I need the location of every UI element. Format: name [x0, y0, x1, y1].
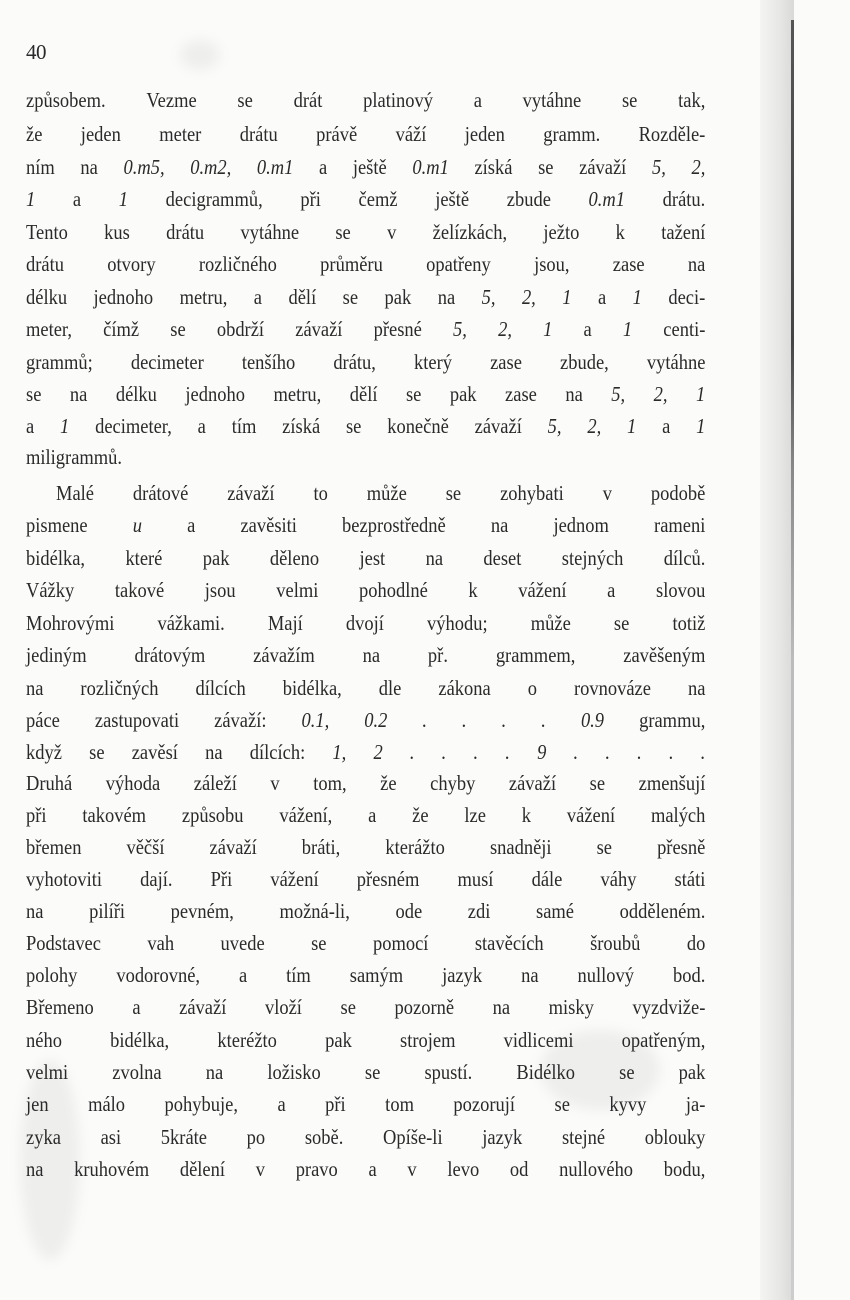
page-gutter-shadow: [760, 0, 794, 1300]
text-line: způsobem. Vezme se drát platinový a vytáhne se tak,: [26, 88, 706, 112]
text-line: a 1 decimeter, a tím získá se konečně závaží 5, 2, 1 a 1: [26, 414, 706, 438]
text-line: jen málo pohybuje, a při tom pozorují se kyvy ja-: [26, 1092, 706, 1116]
text-line: Podstavec vah uvede se pomocí stavěcích šroubů do: [26, 931, 706, 955]
text-line: miligrammů.: [26, 445, 123, 469]
text-line: grammů; decimeter tenšího drátu, který zase zbude, vytáhne: [26, 350, 706, 374]
text-line: polohy vodorovné, a tím samým jazyk na nullový bod.: [26, 963, 706, 987]
text-line: zyka asi 5kráte po sobě. Opíše-li jazyk stejné oblouky: [26, 1125, 706, 1149]
text-line: drátu otvory rozličného průměru opatřeny jsou, zase na: [26, 252, 706, 276]
page-number: 40: [26, 40, 46, 64]
text-line: ním na 0.m5, 0.m2, 0.m1 a ještě 0.m1 získá se závaží 5, 2,: [26, 155, 706, 179]
scan-smudge: [180, 40, 220, 70]
text-line: jediným drátovým závažím na př. grammem, zavěšeným: [26, 643, 706, 667]
text-line: Tento kus drátu vytáhne se v želízkách, ježto k tažení: [26, 220, 706, 244]
text-line: že jeden meter drátu právě váží jeden gramm. Rozděle-: [26, 122, 706, 146]
text-line: ného bidélka, kteréžto pak strojem vidlicemi opatřeným,: [26, 1028, 706, 1052]
text-line: na rozličných dílcích bidélka, dle zákona o rovnováze na: [26, 676, 706, 700]
book-binding-edge: [791, 20, 794, 1300]
text-line: na kruhovém dělení v pravo a v levo od nullového bodu,: [26, 1157, 706, 1181]
text-line: Mohrovými vážkami. Mají dvojí výhodu; může se totiž: [26, 611, 706, 635]
text-line: břemen věčší závaží bráti, kterážto snadněji se přesně: [26, 835, 706, 859]
text-line: Vážky takové jsou velmi pohodlné k vážení a slovou: [26, 578, 706, 602]
text-line: vyhotoviti dají. Při vážení přesném musí dále váhy státi: [26, 867, 706, 891]
text-line: meter, čímž se obdrží závaží přesné 5, 2, 1 a 1 centi-: [26, 317, 706, 341]
text-line: 1 a 1 decigrammů, při čemž ještě zbude 0.m1 drátu.: [26, 187, 706, 211]
text-line: pismene u a zavěsiti bezprostředně na jednom rameni: [26, 513, 706, 537]
text-line: bidélka, které pak děleno jest na deset stejných dílců.: [26, 546, 706, 570]
text-line: se na délku jednoho metru, dělí se pak zase na 5, 2, 1: [26, 382, 706, 406]
text-line: když se zavěsí na dílcích: 1, 2 . . . . 9 . . . . .: [26, 740, 706, 764]
text-line: Břemeno a závaží vloží se pozorně na misky vyzdviže-: [26, 995, 706, 1019]
text-line: na pilíři pevném, možná-li, ode zdi samé odděleném.: [26, 899, 706, 923]
text-line: Druhá výhoda záleží v tom, že chyby závaží se zmenšují: [26, 771, 706, 795]
text-line: při takovém způsobu vážení, a že lze k vážení malých: [26, 803, 706, 827]
text-line: délku jednoho metru, a dělí se pak na 5, 2, 1 a 1 deci-: [26, 285, 706, 309]
text-line: páce zastupovati závaží: 0.1, 0.2 . . . . 0.9 grammu,: [26, 708, 706, 732]
text-line: Malé drátové závaží to může se zohybati v podobě: [56, 481, 706, 505]
text-line: velmi zvolna na ložisko se spustí. Bidélko se pak: [26, 1060, 706, 1084]
